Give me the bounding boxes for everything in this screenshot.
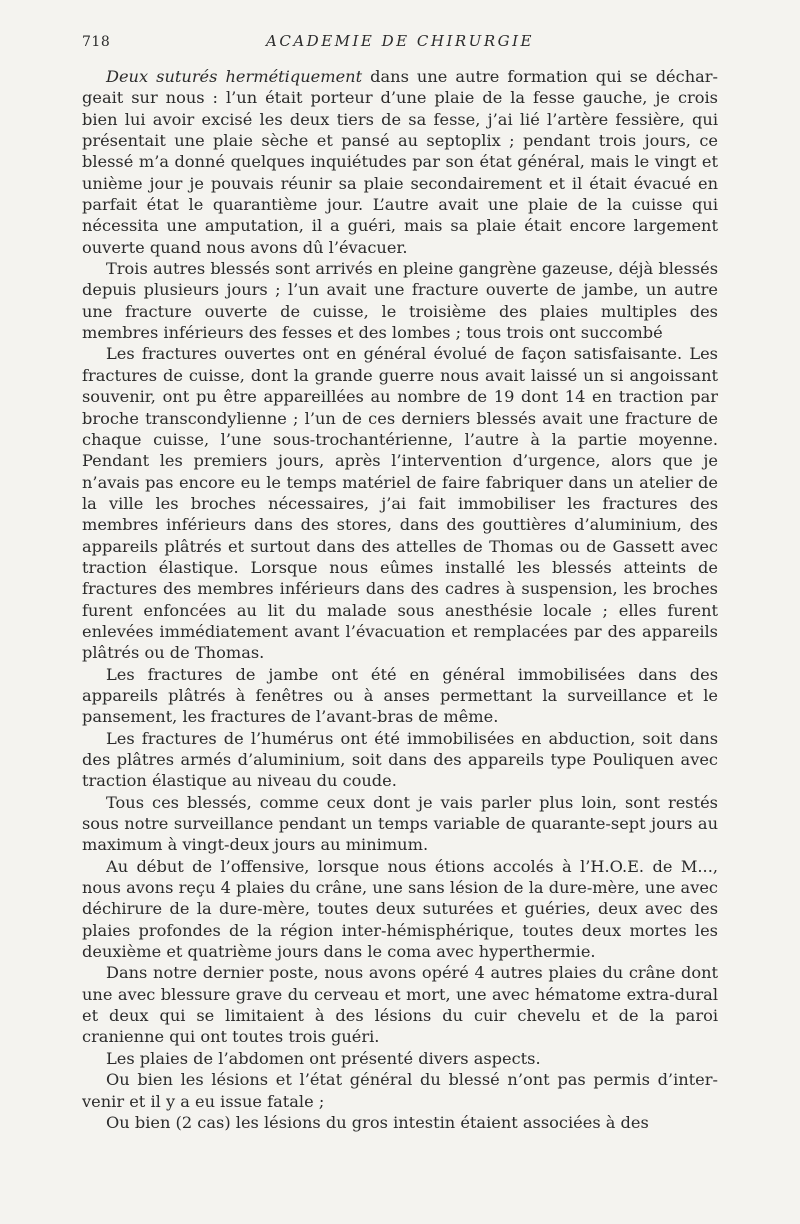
- body-text: [82, 66, 718, 1133]
- paragraph: Les fractures ouvertes ont en général évolué de façon satisfaisante. Les fractures de cuisse, dont la grande guerre nous avait laissé un si angoissant souvenir, ont pu être appareillées au nombre de 19 dont 14 en traction par broche transcondylienne ; l’un de ces derniers blessés avait une fracture de chaque cuisse, l’une sous-trochantérienne, l’autre à la partie moyenne. Pendant les premiers jours, après l’intervention d’urgence, alors que je n’avais pas encore eu le temps matériel de faire fabriquer dans un atelier de la ville les broches nécessaires, j’ai fait immobiliser les fractures des membres inférieurs dans des stores, dans des gouttières d’aluminium, des appareils plâtrés et surtout dans des attelles de Thomas ou de Gassett avec traction élastique. Lorsque nous eûmes installé les blessés atteints de fractures des membres inférieurs dans des cadres à suspension, les broches furent enfoncées au lit du malade sous anesthésie locale ; elles furent enlevées immédiatement avant l’évacuation et remplacées par des appareils plâtrés ou de Thomas.: [82, 344, 718, 663]
- running-title: ACADEMIE DE CHIRURGIE: [266, 32, 534, 50]
- paragraph: [82, 66, 718, 258]
- paragraph: Trois autres blessés sont arrivés en pleine gangrène gazeuse, déjà blessés depuis plusieurs jours ; l’un avait une fracture ouverte de jambe, un autre une fracture ouverte de cuisse, le troisième des plaies multiples des membres inférieurs des fesses et des lombes ; tous trois ont succombé: [82, 259, 718, 343]
- paragraph: Ou bien (2 cas) les lésions du gros intestin étaient associées à des: [106, 1112, 649, 1132]
- paragraph-text: dans une autre formation qui se déchargeait sur nous : l’un était porteur d’une plaie de la fesse gauche, je crois bien lui avoir excisé les deux tiers de sa fesse, j’ai lié l’artère fessière, qui présentait une plaie sèche et pansé au septoplix ; pendant trois jours, ce blessé m’a donné quelques inquiétudes par son état général, mais le vingt et unième jour je pouvais réunir sa plaie secondairement et il était évacué en parfait état le quarantième jour. L’autre avait une plaie de la cuisse qui nécessita une amputation, il a guéri, mais sa plaie était encore largement ouverte quand nous avons dû l’évacuer.: [82, 67, 718, 257]
- page-number: 718: [82, 34, 111, 50]
- page-header: [82, 30, 718, 56]
- italic-lead: Deux suturés hermétiquement: [106, 67, 363, 86]
- paragraph: Au début de l’offensive, lorsque nous étions accolés à l’H.O.E. de M..., nous avons reçu 4 plaies du crâne, une sans lésion de la dure-mère, une avec déchirure de la dure-mère, toutes deux suturées et guéries, deux avec des plaies profondes de la région inter-hémisphérique, toutes deux mortes les deuxième et quatrième jours dans le coma avec hyperthermie.: [82, 856, 718, 962]
- paragraph: Les fractures de l’humérus ont été immobilisées en abduction, soit dans des plâtres armés d’aluminium, soit dans des appareils type Pouliquen avec traction élastique au niveau du coude.: [82, 728, 718, 791]
- paragraph: Tous ces blessés, comme ceux dont je vais parler plus loin, sont restés sous notre surveillance pendant un temps variable de quarante-sept jours au maximum à vingt-deux jours au minimum.: [82, 792, 718, 855]
- paragraph: Dans notre dernier poste, nous avons opéré 4 autres plaies du crâne dont une avec blessure grave du cerveau et mort, une avec hématome extra-dural et deux qui se limitaient à des lésions du cuir chevelu et de la paroi cranienne qui ont toutes trois guéri.: [82, 963, 718, 1047]
- paragraph: Les plaies de l’abdomen ont présenté divers aspects.: [106, 1048, 541, 1068]
- document-page: [82, 30, 718, 1133]
- paragraph: Ou bien les lésions et l’état général du blessé n’ont pas permis d’intervenir et il y a eu issue fatale ;: [82, 1070, 718, 1111]
- paragraph: Les fractures de jambe ont été en général immobilisées dans des appareils plâtrés à fenêtres ou à anses permettant la surveillance et le pansement, les fractures de l’avant-bras de même.: [82, 664, 718, 727]
